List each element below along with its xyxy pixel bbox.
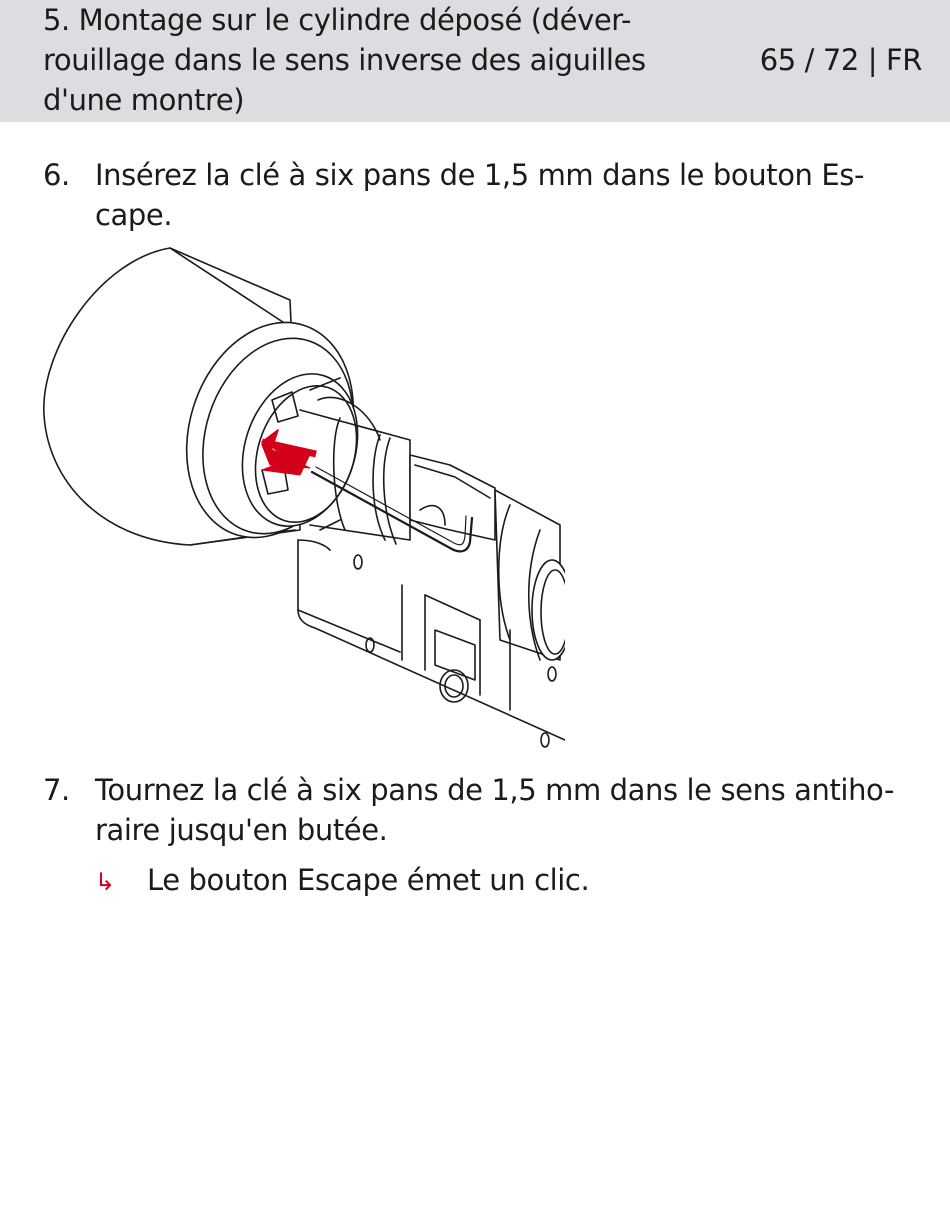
step-text: Insérez la clé à six pans de 1,5 mm dans le bouton Es- cape.	[95, 158, 865, 232]
step-6	[43, 155, 923, 235]
page-number: 65 / 72 | FR	[759, 43, 922, 77]
step-number: 7.	[43, 773, 70, 807]
step-7	[43, 770, 923, 850]
page-header	[0, 0, 950, 122]
step-number: 6.	[43, 158, 70, 192]
result-arrow-icon: ↳	[95, 868, 115, 896]
step-text: Tournez la clé à six pans de 1,5 mm dans le sens antiho- raire jusqu'en butée.	[95, 773, 895, 847]
cylinder-hex-key-illustration	[40, 240, 565, 765]
result-text: Le bouton Escape émet un clic.	[147, 863, 590, 897]
section-title: 5. Montage sur le cylindre déposé (déver- rouillage dans le sens inverse des aiguilles d'une montre)	[43, 3, 646, 117]
step-result	[95, 860, 895, 900]
